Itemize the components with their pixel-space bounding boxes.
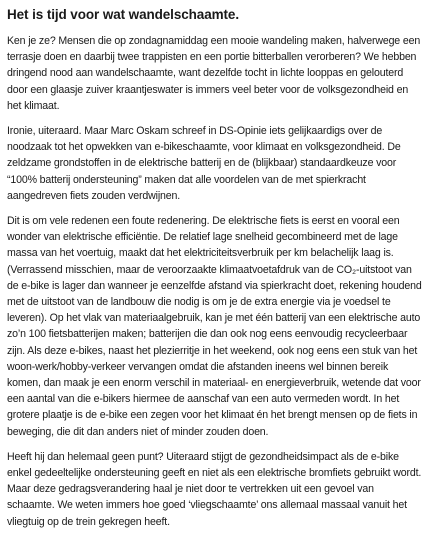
article-paragraph-2: Ironie, uiteraard. Maar Marc Oskam schreef in DS-Opinie iets gelijkaardigs over de noodzaak tot het opwekken van e-bikeschaamte, voor klimaat en volksgezondheid. De zeldzame grondstoffen in de elektrische batterij en de (blijkbaar) standaardkeuze voor “100% batterij ondersteuning” maken dat alle voordelen van de met spierkracht aangedreven fiets zouden verdwijnen. [7,125,401,202]
article-paragraph-4: Heeft hij dan helemaal geen punt? Uiteraard stijgt de gezondheidsimpact als de e-bike enkel gedeeltelijke ondersteuning geeft en niet als een elektrische bromfiets gebruikt wordt. Maar deze gedragsverandering haal je niet door te vertrekken uit een gevoel van schaamte. We weten immers hoe goed ‘vliegschaamte’ ons allemaal massaal vanuit het vliegtuig op de trein gekregen heeft. [7,450,422,528]
article-paragraph-3: Dit is om vele redenen een foute redenering. De elektrische fiets is eerst en vooral een wonder van elektrische efficiëntie. De relatief lage snelheid gecombineerd met de lage massa van het voertuig, maakt dat het elektriciteitsverbruik per km belachelijk laag is. (Verrassend misschien, maar de veroorzaakte klimaatvoetafdruk van de CO₂-uitstoot van de e-bike is lager dan wanneer je eenzelfde afstand via spierkracht doet, rekening houdend met de uitstoot van de landbouw die nodig is om je de extra energie via je voedsel te leveren). Op het vlak van materiaalgebruik, kan je met één batterij van een elektrische auto zo’n 100 fietsbatterijen maken; batterijen die dan ook nog eens eenvoudig recycleerbaar zijn. Als deze e-bikes, naast het plezierritje in het weekend, ook nog eens een stuk van het woon-werk/hobby-verkeer vervangen omdat die afstanden ineens wel binnen bereik komen, dan maak je een enorm verschil in materiaal- en energieverbruik, wetende dat voor een aantal van die e-bikers hiermee de aanschaf van een auto vermeden wordt. In het grotere plaatje is de e-bike een zegen voor het klimaat én het brengt mensen op de fiets in beweging, die dit dan anders niet of minder zouden doen. [7,215,422,438]
article-title: Het is tijd voor wat wandelschaamte. [7,7,239,22]
article-paragraph-1: Ken je ze? Mensen die op zondagnamiddag een mooie wandeling maken, halverwege een terrasje doen en daarbij twee trappisten en een portie bitterballen verorberen? We hebben dringend nood aan wandelschaamte, want dezelfde tocht in lichte looppas en gelouterd door een glaasje zuiver kraantjeswater is immers veel beter voor de volksgezondheid en het klimaat. [7,35,421,112]
